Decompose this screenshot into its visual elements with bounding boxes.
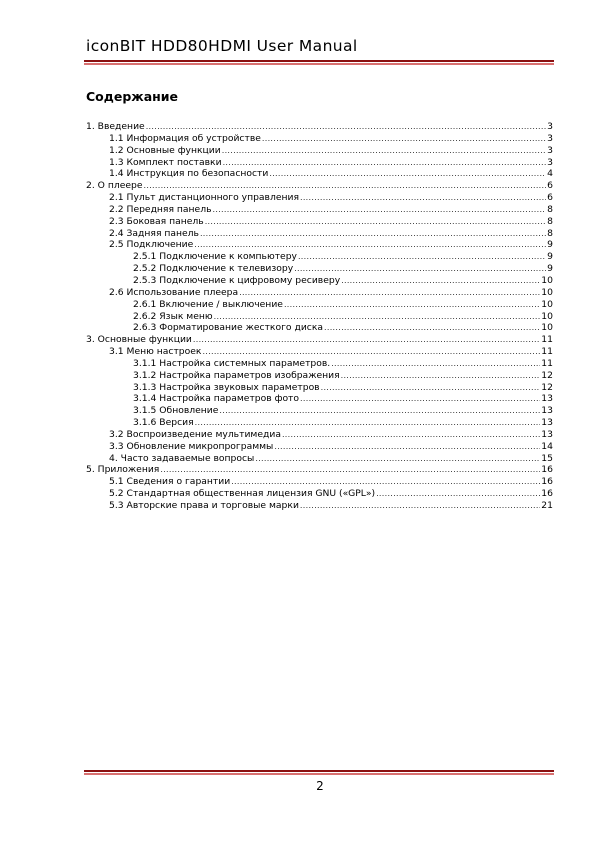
toc-dot-leader — [298, 251, 546, 263]
header-divider — [84, 60, 554, 65]
toc-dot-leader — [194, 239, 546, 251]
toc-entry-title: 4. Часто задаваемые вопросы — [109, 452, 255, 464]
toc-entry-title: 5.3 Авторские права и торговые марки — [109, 500, 299, 511]
toc-entry-title: 5.2 Стандартная общественная лицензия GNU («GPL») — [109, 488, 376, 500]
toc-dot-leader — [282, 429, 540, 441]
toc-dot-leader — [202, 346, 540, 358]
toc-dot-leader — [376, 488, 540, 500]
toc-entry-title: 3.1.2 Настройка параметров изображения — [133, 369, 340, 381]
toc-entry-page: 15 — [541, 452, 553, 464]
toc-dot-leader — [213, 204, 547, 216]
toc-entry[interactable] — [86, 287, 553, 299]
toc-entry-page: 14 — [541, 440, 553, 452]
toc-entry-page: 3 — [547, 156, 553, 168]
toc-dot-leader — [239, 287, 540, 299]
toc-dot-leader — [223, 157, 547, 169]
toc-entry-title: 1.1 Информация об устройстве — [109, 132, 261, 144]
toc-dot-leader — [146, 121, 546, 133]
toc-dot-leader — [195, 417, 541, 429]
toc-entry-page: 10 — [541, 274, 553, 286]
toc-entry[interactable] — [86, 382, 553, 394]
toc-dot-leader — [193, 334, 540, 346]
toc-entry[interactable] — [86, 322, 553, 334]
toc-entry-page: 10 — [541, 298, 553, 310]
toc-entry-title: 2.6 Использование плеера — [109, 286, 239, 298]
toc-dot-leader — [255, 453, 540, 465]
toc-entry-title: 2.6.1 Включение / выключение — [133, 298, 283, 310]
toc-entry-title: 2.1 Пульт дистанционного управления — [109, 192, 299, 204]
toc-entry-page: 12 — [541, 369, 553, 381]
toc-dot-leader — [331, 358, 540, 370]
toc-entry-title: 3.1 Меню настроек — [109, 346, 202, 358]
toc-dot-leader — [294, 263, 546, 275]
toc-entry-title: 3.1.1 Настройка системных параметров. — [133, 357, 331, 369]
toc-dot-leader — [300, 192, 546, 204]
toc-dot-leader — [205, 216, 546, 228]
toc-entry-page: 10 — [541, 310, 553, 322]
toc-entry-page: 4 — [547, 168, 553, 180]
toc-entry-page: 11 — [541, 357, 553, 369]
toc-entry-title: 3.1.5 Обновление — [133, 405, 219, 417]
toc-entry-page: 3 — [547, 132, 553, 144]
toc-entry-page: 6 — [547, 192, 553, 204]
document-header-title: iconBIT HDD80HDMI User Manual — [86, 37, 358, 55]
toc-entry[interactable] — [86, 263, 553, 275]
toc-entry-title: 1.4 Инструкция по безопасности — [109, 168, 269, 180]
toc-entry[interactable] — [86, 133, 553, 145]
toc-entry[interactable] — [86, 157, 553, 169]
toc-entry-title: 2.5 Подключение — [109, 239, 194, 251]
toc-entry[interactable] — [86, 168, 553, 180]
toc-entry-title: 2.6.3 Форматирование жесткого диска — [133, 322, 324, 334]
toc-entry[interactable] — [86, 334, 553, 346]
toc-entry-page: 13 — [541, 428, 553, 440]
toc-entry[interactable] — [86, 370, 553, 382]
toc-entry-page: 3 — [547, 121, 553, 132]
toc-entry[interactable] — [86, 192, 553, 204]
toc-entry-title: 2.5.3 Подключение к цифровому ресиверу — [133, 274, 341, 286]
toc-entry-title: 2. О плеере — [86, 180, 143, 192]
toc-entry[interactable] — [86, 464, 553, 476]
toc-dot-leader — [300, 500, 540, 512]
toc-entry-page: 8 — [547, 227, 553, 239]
toc-entry-page: 16 — [541, 464, 553, 476]
toc-entry[interactable] — [86, 476, 553, 488]
toc-entry[interactable] — [86, 358, 553, 370]
toc-entry-page: 9 — [547, 251, 553, 263]
toc-entry-page: 16 — [541, 476, 553, 488]
toc-entry[interactable] — [86, 429, 553, 441]
toc-dot-leader — [321, 382, 541, 394]
toc-entry-title: 2.5.2 Подключение к телевизору — [133, 263, 294, 275]
toc-entry-page: 10 — [541, 286, 553, 298]
toc-entry-title: 2.6.2 Язык меню — [133, 310, 213, 322]
toc-entry-page: 3 — [547, 144, 553, 156]
toc-dot-leader — [274, 441, 540, 453]
toc-entry-page: 16 — [541, 488, 553, 500]
toc-entry-page: 13 — [541, 405, 553, 417]
toc-entry-title: 5. Приложения — [86, 464, 160, 476]
toc-entry-title: 3.1.6 Версия — [133, 417, 194, 429]
toc-entry-page: 9 — [547, 263, 553, 275]
toc-dot-leader — [341, 275, 540, 287]
toc-entry-page: 21 — [541, 500, 553, 511]
toc-entry-title: 3.2 Воспроизведение мультимедиа — [109, 428, 281, 440]
toc-dot-leader — [269, 168, 546, 180]
toc-entry-title: 2.2 Передняя панель — [109, 203, 212, 215]
toc-entry[interactable] — [86, 299, 553, 311]
toc-dot-leader — [231, 476, 540, 488]
toc-entry[interactable] — [86, 239, 553, 251]
toc-entry[interactable] — [86, 311, 553, 323]
toc-entry[interactable] — [86, 453, 553, 465]
toc-dot-leader — [214, 311, 541, 323]
toc-entry[interactable] — [86, 180, 553, 192]
toc-entry[interactable] — [86, 488, 553, 500]
toc-entry-page: 9 — [547, 239, 553, 251]
toc-dot-leader — [144, 180, 547, 192]
toc-dot-leader — [160, 464, 540, 476]
toc-entry[interactable] — [86, 145, 553, 157]
toc-entry-page: 12 — [541, 381, 553, 393]
toc-entry-page: 13 — [541, 417, 553, 429]
toc-entry-title: 2.4 Задняя панель — [109, 227, 199, 239]
toc-entry[interactable] — [86, 204, 553, 216]
footer-divider — [84, 770, 554, 775]
toc-entry[interactable] — [86, 275, 553, 287]
toc-entry-page: 8 — [547, 215, 553, 227]
toc-dot-leader — [200, 228, 546, 240]
toc-entry[interactable] — [86, 393, 553, 405]
toc-entry-title: 2.3 Боковая панель — [109, 215, 204, 227]
toc-entry[interactable] — [86, 417, 553, 429]
toc-entry-title: 2.5.1 Подключение к компьютеру — [133, 251, 297, 263]
table-of-contents — [86, 121, 553, 512]
toc-dot-leader — [324, 322, 540, 334]
toc-entry-title: 3.1.3 Настройка звуковых параметров — [133, 381, 320, 393]
toc-entry[interactable] — [86, 228, 553, 240]
toc-entry-title: 3. Основные функции — [86, 334, 192, 346]
toc-entry-page: 13 — [541, 393, 553, 405]
toc-dot-leader — [262, 133, 546, 145]
toc-entry-title: 3.3 Обновление микропрограммы — [109, 440, 274, 452]
toc-entry[interactable] — [86, 500, 553, 512]
toc-dot-leader — [222, 145, 546, 157]
toc-entry[interactable] — [86, 121, 553, 133]
toc-entry-title: 5.1 Сведения о гарантии — [109, 476, 231, 488]
toc-entry-page: 6 — [547, 180, 553, 192]
toc-entry[interactable] — [86, 405, 553, 417]
toc-entry-page: 11 — [541, 346, 553, 358]
toc-dot-leader — [300, 393, 540, 405]
toc-entry[interactable] — [86, 441, 553, 453]
toc-entry-page: 10 — [541, 322, 553, 334]
toc-entry-page: 8 — [547, 203, 553, 215]
toc-entry-title: 1.2 Основные функции — [109, 144, 221, 156]
toc-entry[interactable] — [86, 346, 553, 358]
page-number: 2 — [316, 779, 324, 793]
toc-entry[interactable] — [86, 216, 553, 228]
toc-heading: Содержание — [86, 89, 179, 104]
toc-entry-title: 3.1.4 Настройка параметров фото — [133, 393, 300, 405]
toc-dot-leader — [219, 405, 540, 417]
toc-dot-leader — [284, 299, 540, 311]
toc-dot-leader — [341, 370, 541, 382]
toc-entry-title: 1.3 Комплект поставки — [109, 156, 222, 168]
toc-entry-title: 1. Введение — [86, 121, 145, 132]
toc-entry-page: 11 — [541, 334, 553, 346]
toc-entry[interactable] — [86, 251, 553, 263]
